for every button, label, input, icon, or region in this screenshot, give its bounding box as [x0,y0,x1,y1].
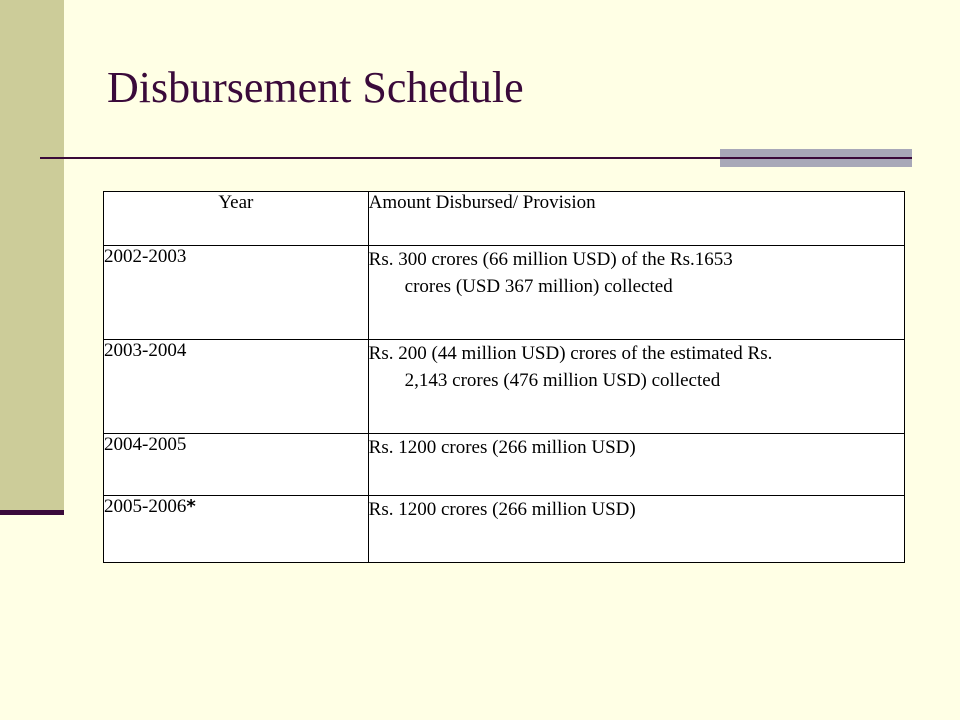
table-header-row [104,192,905,246]
year-text: 2003-2004 [104,340,187,361]
amount-line-1: Rs. 200 (44 million USD) crores of the estimated Rs. [368,343,773,364]
cell-year [104,496,369,563]
table-row [104,246,905,340]
footnote-star: * [186,496,196,517]
header-amount: Amount Disbursed/ Provision [368,192,904,246]
disbursement-table [103,191,905,563]
cell-amount [368,340,904,434]
amount-line-1: Rs. 1200 crores (266 million USD) [368,437,636,458]
cell-year [104,434,369,496]
year-text: 2005-2006 [104,496,187,517]
table-row [104,434,905,496]
table-row [104,340,905,434]
left-bar-accent-line [0,510,64,515]
amount-line-2: crores (USD 367 million) collected [404,276,673,297]
amount-line-1: Rs. 1200 crores (266 million USD) [368,499,636,520]
amount-line-1: Rs. 300 crores (66 million USD) of the Rs.1653 [368,249,733,270]
title-underline-overlay [720,157,912,159]
year-text: 2004-2005 [104,434,187,455]
left-decorative-bar [0,0,64,512]
cell-amount [368,246,904,340]
cell-year [104,246,369,340]
table-row [104,496,905,563]
amount-line-2: 2,143 crores (476 million USD) collected [404,370,721,391]
header-year: Year [104,192,369,246]
cell-amount [368,434,904,496]
cell-amount [368,496,904,563]
year-text: 2002-2003 [104,246,187,267]
slide-title: Disbursement Schedule [107,63,524,112]
cell-year [104,340,369,434]
